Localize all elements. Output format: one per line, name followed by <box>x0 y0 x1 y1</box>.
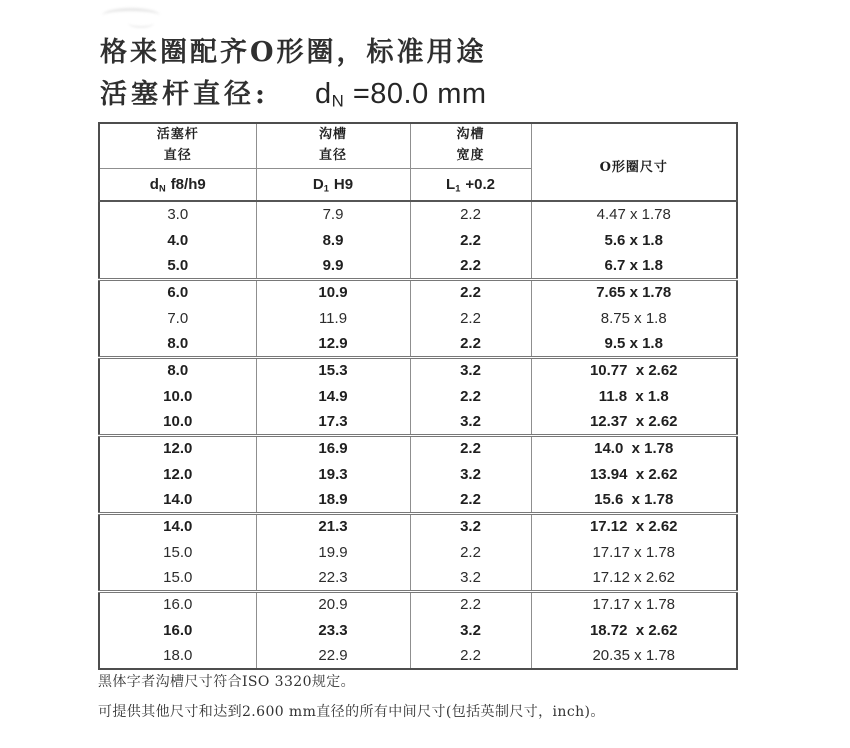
table-group <box>99 591 737 669</box>
symbol-letter: d <box>149 175 159 193</box>
header-line: 直径 <box>163 148 192 163</box>
piston-rod-diameter-cell: 18.0 <box>163 647 193 664</box>
groove-width-cell: 3.2 <box>410 565 531 591</box>
groove-width-cell: 3.2 <box>410 461 531 487</box>
symbol-tolerance: +0.2 <box>465 175 495 193</box>
o-ring-size-cell: 4.47 x 1.78 <box>531 201 737 227</box>
o-ring-size-cell: 17.12 x 2.62 <box>531 513 737 539</box>
o-ring-size-cell: 9.5 x 1.8 <box>531 331 737 357</box>
piston-rod-diameter-cell: 14.0 <box>163 518 193 536</box>
groove-diameter-cell: 14.9 <box>256 383 410 409</box>
groove-width-cell: 2.2 <box>410 487 531 513</box>
piston-rod-diameter-cell: 10.0 <box>163 412 193 430</box>
table-group <box>99 279 737 357</box>
groove-width-cell: 3.2 <box>410 409 531 435</box>
groove-width-cell: 2.2 <box>410 539 531 565</box>
groove-width-cell: 2.2 <box>410 331 531 357</box>
groove-diameter-cell: 16.9 <box>256 435 410 461</box>
o-ring-size-cell: 17.12 x 2.62 <box>531 565 737 591</box>
piston-rod-diameter-cell: 3.0 <box>167 206 189 223</box>
table-row <box>99 305 737 331</box>
groove-diameter-cell: 21.3 <box>256 513 410 539</box>
symbol-letter: L <box>446 175 456 193</box>
piston-rod-diameter-cell: 15.0 <box>163 568 193 586</box>
table-group <box>99 435 737 513</box>
groove-width-cell: 2.2 <box>410 643 531 669</box>
groove-diameter-cell: 19.3 <box>256 461 410 487</box>
piston-rod-diameter-cell: 8.0 <box>167 362 189 380</box>
groove-width-cell: 3.2 <box>410 513 531 539</box>
piston-rod-diameter-cell: 7.0 <box>167 309 189 327</box>
header-line: 沟槽 <box>456 127 485 143</box>
o-ring-size-cell: 7.65 x 1.78 <box>531 279 737 305</box>
table-row <box>99 357 737 383</box>
o-ring-size-cell: 14.0 x 1.78 <box>531 435 737 461</box>
table-header <box>99 123 737 201</box>
piston-rod-diameter-cell: 4.0 <box>167 231 189 249</box>
table-row <box>99 435 737 461</box>
o-ring-size-cell: 13.94 x 2.62 <box>531 461 737 487</box>
groove-width-cell: 2.2 <box>410 227 531 253</box>
diameter-symbol: d <box>314 78 332 110</box>
groove-diameter-cell: 19.9 <box>256 539 410 565</box>
piston-rod-diameter-value <box>315 78 487 111</box>
footnotes <box>98 671 605 731</box>
piston-rod-diameter-cell: 16.0 <box>163 621 193 639</box>
o-ring-size-cell: 5.6 x 1.8 <box>531 227 737 253</box>
o-ring-size-cell: 17.17 x 1.78 <box>531 591 737 617</box>
groove-width-cell: 3.2 <box>410 357 531 383</box>
table-row <box>99 409 737 435</box>
groove-diameter-cell: 10.9 <box>256 279 410 305</box>
table-row <box>99 331 737 357</box>
groove-diameter-cell: 20.9 <box>256 591 410 617</box>
diameter-number: =80.0 mm <box>352 78 487 110</box>
o-ring-size-cell: 15.6 x 1.78 <box>531 487 737 513</box>
groove-width-cell: 2.2 <box>410 279 531 305</box>
piston-rod-diameter-cell: 10.0 <box>163 387 193 405</box>
table-row <box>99 565 737 591</box>
o-ring-size-cell: 8.75 x 1.8 <box>531 305 737 331</box>
groove-diameter-cell: 17.3 <box>256 409 410 435</box>
symbol-tolerance: f8/h9 <box>170 175 206 193</box>
piston-rod-diameter-cell: 8.0 <box>167 334 189 352</box>
o-ring-size-cell: 17.17 x 1.78 <box>531 539 737 565</box>
symbol-subscript: N <box>158 183 166 194</box>
table-group <box>99 513 737 591</box>
piston-rod-diameter-cell: 15.0 <box>163 543 193 561</box>
piston-rod-diameter-cell: 16.0 <box>163 596 193 614</box>
groove-diameter-cell: 23.3 <box>256 617 410 643</box>
groove-diameter-cell: 7.9 <box>256 201 410 227</box>
o-ring-size-cell: 18.72 x 2.62 <box>531 617 737 643</box>
footnote-other-sizes: 可提供其他尺寸和达到2.600 mm直径的所有中间尺寸(包括英制尺寸，inch)。 <box>98 704 605 720</box>
table-row <box>99 201 737 227</box>
table-row <box>99 643 737 669</box>
table-row <box>99 227 737 253</box>
piston-rod-diameter-cell: 14.0 <box>163 490 193 508</box>
diameter-subscript: N <box>331 91 345 111</box>
o-ring-size-cell: 20.35 x 1.78 <box>531 643 737 669</box>
table-row <box>99 513 737 539</box>
table-row <box>99 591 737 617</box>
header-line: 直径 <box>318 148 347 163</box>
symbol-letter: D <box>312 175 324 193</box>
groove-width-cell: 2.2 <box>410 591 531 617</box>
o-ring-size-cell: 10.77 x 2.62 <box>531 357 737 383</box>
piston-rod-diameter-cell: 12.0 <box>163 465 193 483</box>
symbol-tolerance: H9 <box>333 175 354 193</box>
piston-rod-diameter-label: 活塞杆直径: <box>100 79 269 110</box>
header-piston-rod-diameter <box>99 123 256 169</box>
o-ring-spec-table <box>98 122 738 670</box>
o-ring-size-cell: 11.8 x 1.8 <box>531 383 737 409</box>
groove-width-cell: 2.2 <box>410 383 531 409</box>
header-line: 宽度 <box>456 148 485 163</box>
header-groove-width <box>410 123 531 169</box>
piston-rod-diameter-cell: 5.0 <box>167 256 189 274</box>
groove-width-cell: 2.2 <box>410 201 531 227</box>
table-row <box>99 253 737 279</box>
table-row <box>99 383 737 409</box>
piston-rod-diameter-cell: 6.0 <box>167 284 189 302</box>
groove-diameter-cell: 18.9 <box>256 487 410 513</box>
groove-diameter-cell: 11.9 <box>256 305 410 331</box>
page-title: 格来圈配齐O形圈，标准用途 <box>100 37 487 68</box>
groove-width-cell: 2.2 <box>410 305 531 331</box>
table-group <box>99 201 737 279</box>
header-o-ring-size: O形圈尺寸 <box>531 123 737 201</box>
groove-width-cell: 2.2 <box>410 253 531 279</box>
table-row <box>99 461 737 487</box>
piston-rod-diameter-cell: 12.0 <box>163 440 193 458</box>
header-line: 活塞杆 <box>156 127 199 143</box>
o-ring-size-cell: 6.7 x 1.8 <box>531 253 737 279</box>
groove-diameter-cell: 9.9 <box>256 253 410 279</box>
groove-diameter-cell: 8.9 <box>256 227 410 253</box>
groove-diameter-cell: 12.9 <box>256 331 410 357</box>
header-symbol-d1 <box>256 169 410 202</box>
symbol-subscript: 1 <box>455 183 461 194</box>
table-group <box>99 357 737 435</box>
table-row <box>99 617 737 643</box>
header-groove-diameter <box>256 123 410 169</box>
groove-width-cell: 2.2 <box>410 435 531 461</box>
table-row <box>99 539 737 565</box>
groove-diameter-cell: 22.3 <box>256 565 410 591</box>
groove-width-cell: 3.2 <box>410 617 531 643</box>
symbol-subscript: 1 <box>323 183 329 194</box>
footnote-iso: 黑体字者沟槽尺寸符合ISO 3320规定。 <box>98 674 356 690</box>
header-symbol-dn <box>99 169 256 202</box>
table-row <box>99 279 737 305</box>
header-line: 沟槽 <box>318 127 347 143</box>
header-row-names <box>99 123 737 169</box>
groove-diameter-cell: 15.3 <box>256 357 410 383</box>
groove-diameter-cell: 22.9 <box>256 643 410 669</box>
header-symbol-l1 <box>410 169 531 202</box>
o-ring-size-cell: 12.37 x 2.62 <box>531 409 737 435</box>
scan-artifact <box>128 18 154 28</box>
piston-rod-diameter-line <box>100 72 487 111</box>
table-row <box>99 487 737 513</box>
